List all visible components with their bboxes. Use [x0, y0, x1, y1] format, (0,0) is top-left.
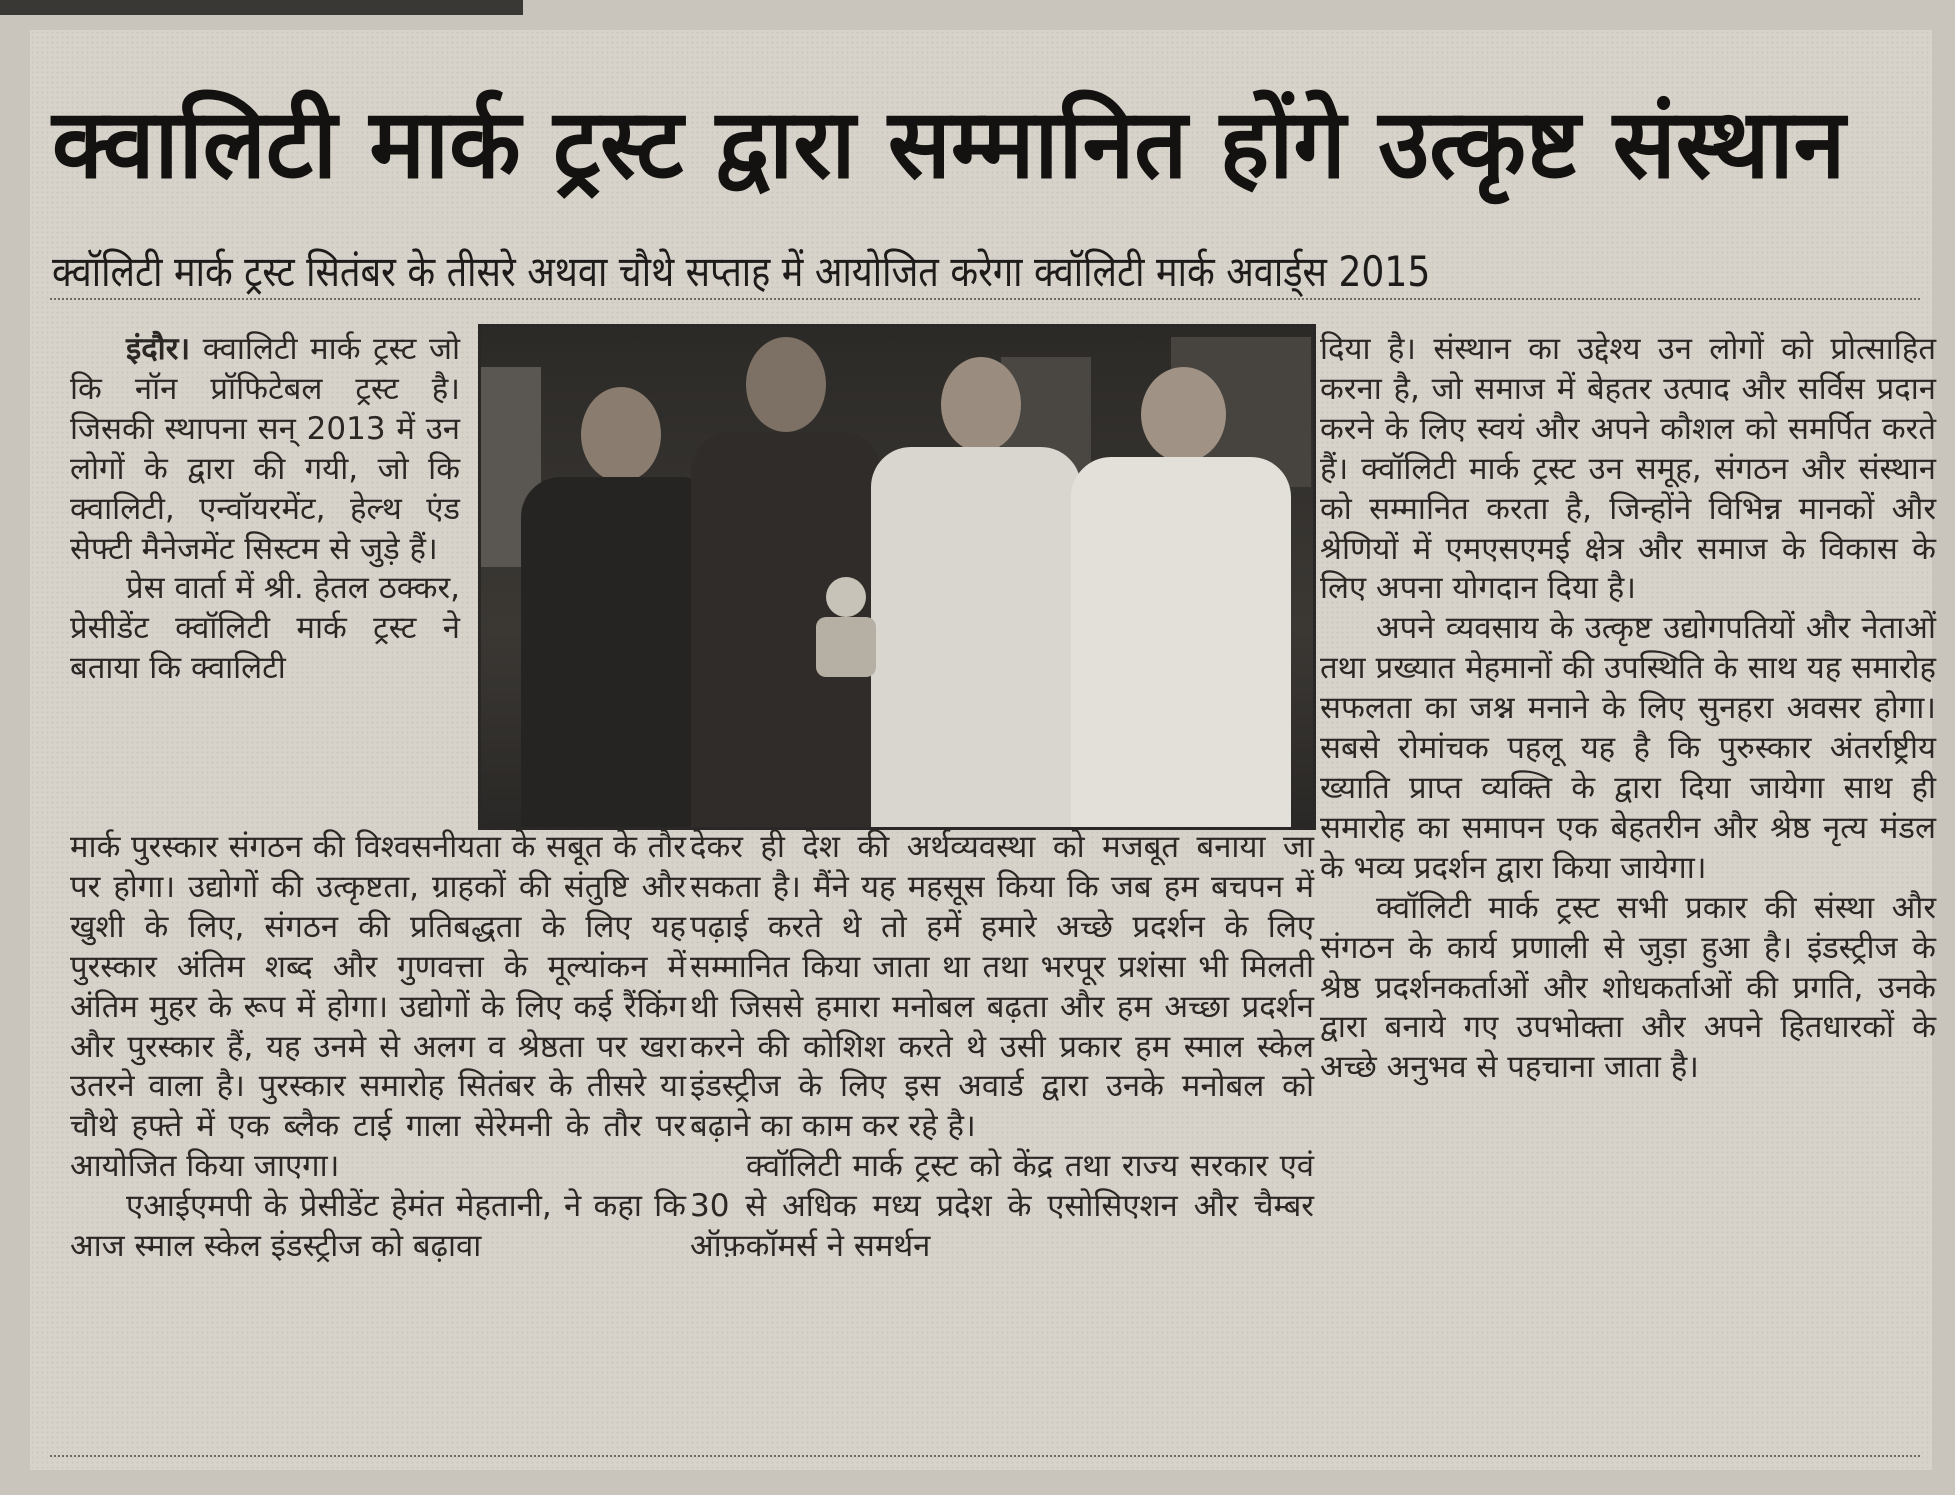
person-3 [871, 357, 1081, 827]
top-bar [0, 0, 523, 15]
article-photo [478, 324, 1316, 830]
col3-paragraph-3: क्वॉलिटी मार्क ट्रस्ट सभी प्रकार की संस्था और संगठन के कार्य प्रणाली से जुड़ा हुआ है। इंडस्ट्रीज के श्रेष्ठ प्रदर्शनकर्ताओं और शोधकर्ताओं की प्रगति, उनके द्वारा बनाये गए उपभोक्ता और अपने हितधारकों के अच्छे अनुभव से पहचाना जाता है। [1320, 889, 1936, 1086]
col3-paragraph-2: अपने व्यवसाय के उत्कृष्ट उद्योगपतियों और नेताओं तथा प्रख्यात मेहमानों की उपस्थिति के साथ यह समारोह सफलता का जश्न मनाने के लिए सुनहरा अवसर होगा। सबसे रोमांचक पहलू यह है कि पुरुस्कार अंतर्राष्ट्रीय ख्याति प्राप्त व्यक्ति के द्वारा दिया जायेगा साथ ही समारोह का समापन एक बेहतरीन और श्रेष्ठ नृत्य मंडल के भव्य प्रदर्शन द्वारा किया जायेगा। [1320, 610, 1936, 886]
column-1-top [70, 330, 460, 689]
person-4 [1071, 367, 1291, 827]
footer-rule [50, 1455, 1920, 1457]
col1-paragraph-4: एआईएमपी के प्रेसीडेंट हेमंत मेहतानी, ने कहा कि आज स्माल स्केल इंडस्ट्रीज को बढ़ावा [70, 1188, 686, 1265]
col1-paragraph-2: प्रेस वार्ता में श्री. हेतल ठक्कर, प्रेसीडेंट क्वॉलिटी मार्क ट्रस्ट ने बताया कि क्वालिटी [70, 570, 460, 687]
col1-paragraph-3: मार्क पुरस्कार संगठन की विश्वसनीयता के सबूत के तौर पर होगा। उद्योगों की उत्कृष्टता, ग्राहकों की संतुष्टि और खुशी के लिए, संगठन की प्रतिबद्धता के लिए यह पुरस्कार अंतिम शब्द और गुणवत्ता के मूल्यांकन में अंतिम मुहर के रूप में होगा। उद्योगों के लिए कई रैंकिंग और पुरस्कार हैं, यह उनमे से अलग व श्रेष्ठता पर खरा उतरने वाला है। पुरस्कार समारोह सितंबर के तीसरे या चौथे हफ्ते में एक ब्लैक टाई गाला सेरेमनी के तौर पर आयोजित किया जाएगा। [70, 829, 686, 1185]
column-2 [690, 828, 1314, 1267]
dateline: इंदौर। [126, 331, 191, 367]
trophy [811, 577, 881, 677]
header-rule [50, 298, 1920, 300]
col2-paragraph-1: देकर ही देश की अर्थव्यवस्था को मजबूत बनाया जा सकता है। मैंने यह महसूस किया कि जब हम बचपन में पढ़ाई करते थे तो हमें हमारे अच्छे प्रदर्शन के लिए सम्मानित किया जाता था तथा भरपूर प्रशंसा भी मिलती थी जिससे हमारा मनोबल बढ़ता और हम अच्छा प्रदर्शन करने की कोशिश करते थे उसी प्रकार हम स्माल स्केल इंडस्ट्रीज के लिए इस अवार्ड द्वारा उनके मनोबल को बढ़ाने का काम कर रहे है। [690, 829, 1314, 1145]
headline: क्वालिटी मार्क ट्रस्ट द्वारा सम्मानित होंगे उत्कृष्ट संस्थान [52, 88, 1846, 200]
newspaper-page [30, 30, 1936, 1470]
col2-paragraph-2: क्वॉलिटी मार्क ट्रस्ट को केंद्र तथा राज्य सरकार एवं 30 से अधिक मध्य प्रदेश के एसोसिएशन और चैम्बर ऑफ़कॉमर्स ने समर्थन [690, 1148, 1314, 1265]
col3-paragraph-1: दिया है। संस्थान का उद्देश्य उन लोगों को प्रोत्साहित करना है, जो समाज में बेहतर उत्पाद और सर्विस प्रदान करने के लिए स्वयं और अपने कौशल को समर्पित करते हैं। क्वॉलिटी मार्क ट्रस्ट उन समूह, संगठन और संस्थान को सम्मानित करता है, जिन्होंने विभिन्न मानकों और श्रेणियों में एमएसएमई क्षेत्र और समाज के विकास के लिए अपना योगदान दिया है। [1320, 331, 1936, 607]
column-1-bottom [70, 828, 686, 1267]
column-3 [1320, 330, 1936, 1088]
col1-intro: क्वालिटी मार्क ट्रस्ट जो कि नॉन प्रॉफिटेबल ट्रस्ट है। जिसकी स्थापना सन् 2013 में उन लोगों के द्वारा की गयी, जो कि क्वालिटी, एन्वॉयरमेंट, हेल्थ एंड सेफ्टी मैनेजमेंट सिस्टम से जुड़े हैं। [70, 331, 460, 567]
subheadline: क्वॉलिटी मार्क ट्रस्ट सितंबर के तीसरे अथवा चौथे सप्ताह में आयोजित करेगा क्वॉलिटी मार्क अवार्ड्स 2015 [52, 247, 1431, 296]
